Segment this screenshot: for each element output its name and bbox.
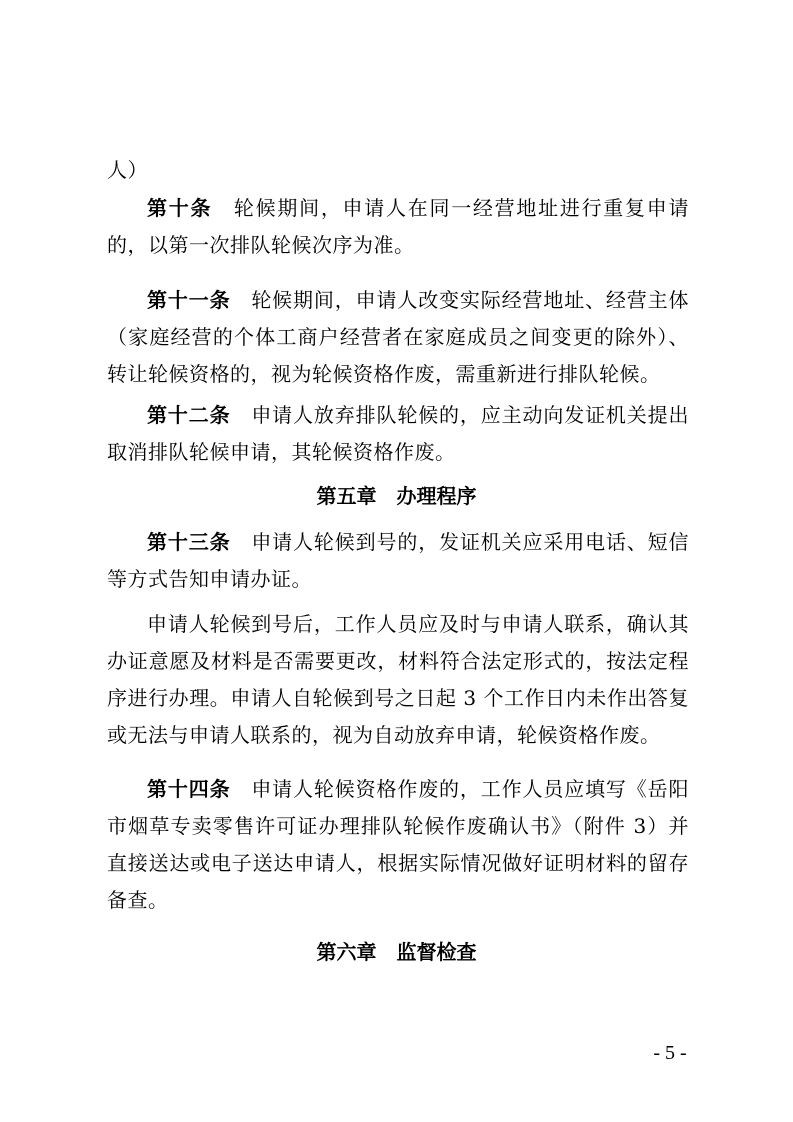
chapter-heading: 第五章 办理程序 [316,484,477,508]
article-12 [107,397,689,471]
paragraph-continuation [107,152,689,189]
article-text: 轮候期间，申请人改变实际经营地址、经营主体（家庭经营的个体工商户经营者在家庭成员之间变更的除外）、转让轮候资格的，视为轮候资格作废，需重新进行排队轮候。 [107,288,690,386]
article-10 [107,190,689,264]
paragraph-text: 人） [107,158,148,182]
article-number: 第十一条 [147,288,231,312]
paragraph-notification [107,606,689,754]
article-number: 第十三条 [147,530,231,554]
page-number: - 5 - [653,1042,687,1064]
article-13 [107,524,689,598]
article-text: 轮候期间，申请人在同一经营地址进行重复申请的，以第一次排队轮候次序为准。 [107,196,689,257]
article-number: 第十二条 [147,403,231,427]
article-number: 第十条 [147,196,213,220]
chapter-heading: 第六章 监督检查 [316,940,477,964]
article-text: 申请人放弃排队轮候的，应主动向发证机关提出取消排队轮候申请，其轮候资格作废。 [107,403,690,464]
article-14 [107,771,689,919]
article-text: 申请人轮候资格作废的，工作人员应填写《岳阳市烟草专卖零售许可证办理排队轮候作废确认书》（附件 3）并直接送达或电子送达申请人，根据实际情况做好证明材料的留存备查。 [107,777,690,912]
article-11 [107,282,689,393]
paragraph-text: 申请人轮候到号后，工作人员应及时与申请人联系，确认其办证意愿及材料是否需要更改，材料符合法定形式的，按法定程序进行办理。申请人自轮候到号之日起 3 个工作日内未作出答复或无法与申请人联系的，视为自动放弃申请，轮候资格作废。 [107,612,689,747]
article-number: 第十四条 [147,777,231,801]
article-text: 申请人轮候到号的，发证机关应采用电话、短信等方式告知申请办证。 [107,530,690,591]
